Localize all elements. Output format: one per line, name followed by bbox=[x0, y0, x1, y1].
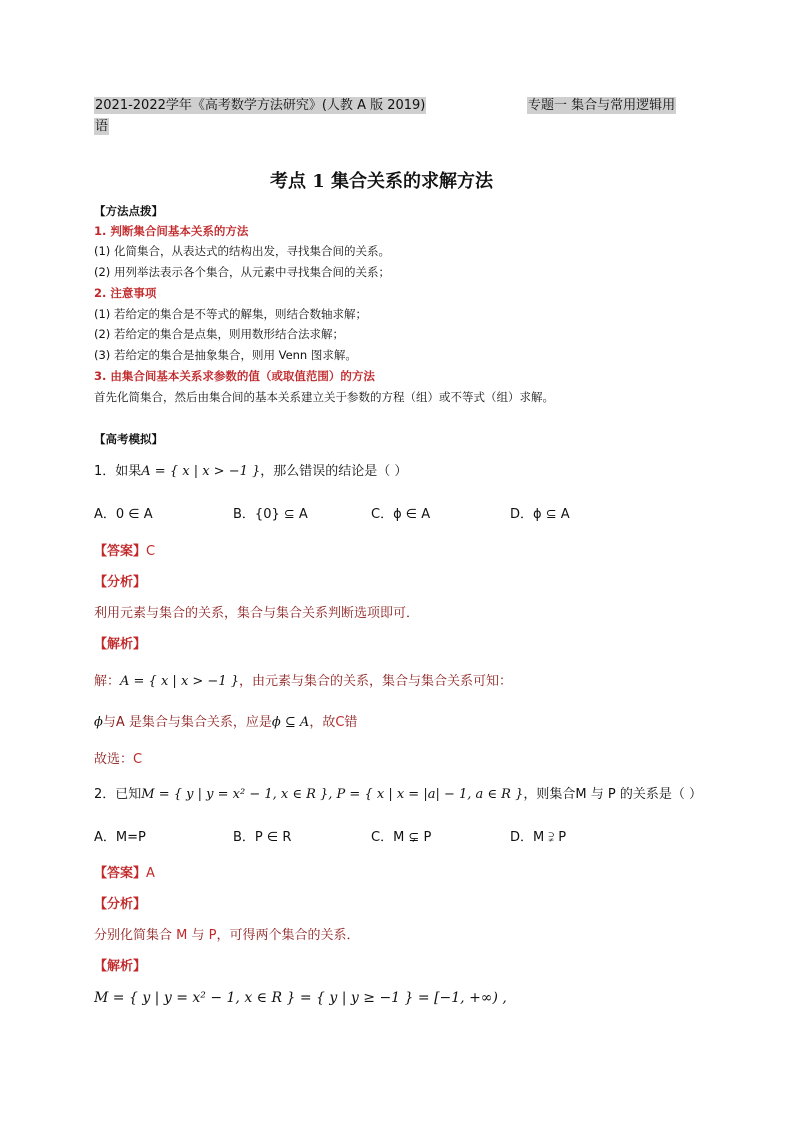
method-label: 【方法点拨】 bbox=[94, 204, 163, 218]
method-s1-title: 1. 判断集合间基本关系的方法 bbox=[94, 224, 249, 238]
q1-solution-label: 【解析】 bbox=[94, 637, 147, 652]
q1-option-d: D．ϕ ⊆ A bbox=[510, 507, 570, 522]
method-s2-title: 2. 注意事项 bbox=[94, 286, 157, 300]
header-right: 专题一 集合与常用逻辑用 bbox=[528, 98, 676, 113]
header-left: 2021-2022学年《高考数学方法研究》(人教 A 版 2019) bbox=[95, 98, 426, 113]
q1-stem: 1．如果A = { x | x > −1 }，那么错误的结论是（ ） bbox=[94, 464, 408, 479]
q1-analysis-text: 利用元素与集合的关系，集合与集合关系判断选项即可． bbox=[94, 606, 420, 621]
q2-answer: 【答案】A bbox=[94, 866, 155, 881]
page-title: 考点 1 集合关系的求解方法 bbox=[270, 171, 494, 192]
method-s1-l2: (2) 用列举法表示各个集合，从元素中寻找集合间的关系； bbox=[94, 265, 390, 279]
q2-sets: M = { y | y = x² − 1, x ∈ R }, P = { x | x = |a| − 1, a ∈ R } bbox=[141, 787, 524, 802]
q1-solution-l2: ϕ与A 是集合与集合关系，应是ϕ ⊆ A，故C错 bbox=[94, 715, 358, 730]
q1-set-a: A = { x | x > −1 } bbox=[141, 464, 261, 479]
method-s2-l1: (1) 若给定的集合是不等式的解集，则结合数轴求解； bbox=[94, 307, 367, 321]
q1-option-b: B．{0} ⊆ A bbox=[233, 507, 308, 522]
mock-label: 【高考模拟】 bbox=[94, 432, 163, 446]
method-s2-l2: (2) 若给定的集合是点集，则用数形结合法求解； bbox=[94, 327, 344, 341]
q2-stem: 2．已知M = { y | y = x² − 1, x ∈ R }, P = { x | x = |a| − 1, a ∈ R }，则集合M 与 P 的关系是（ ） bbox=[94, 787, 702, 802]
q1-option-a: A．0 ∈ A bbox=[94, 507, 153, 522]
q2-option-d: D．M ⫌ P bbox=[510, 830, 567, 845]
q1-answer: 【答案】C bbox=[94, 544, 156, 559]
q2-analysis-label: 【分析】 bbox=[94, 897, 147, 912]
method-s2-l3: (3) 若给定的集合是抽象集合，则用 Venn 图求解。 bbox=[94, 348, 357, 362]
method-s3-l1: 首先化简集合，然后由集合间的基本关系建立关于参数的方程（组）或不等式（组）求解。 bbox=[94, 390, 554, 404]
method-s1-l1: (1) 化简集合，从表达式的结构出发，寻找集合间的关系。 bbox=[94, 244, 390, 258]
header-wrap: 语 bbox=[95, 119, 109, 134]
q1-solution-l1: 解：A = { x | x > −1 }，由元素与集合的关系，集合与集合关系可知： bbox=[94, 674, 513, 689]
q2-option-c: C．M ⊊ P bbox=[371, 830, 432, 845]
q2-option-b: B．P ∈ R bbox=[233, 830, 292, 845]
q2-solution-l1: M = { y | y = x² − 1, x ∈ R } = { y | y ≥ −1 } = [−1, +∞) , bbox=[94, 990, 507, 1006]
q2-option-a: A．M=P bbox=[94, 830, 146, 845]
method-s3-title: 3. 由集合间基本关系求参数的值（或取值范围）的方法 bbox=[94, 369, 375, 383]
q2-analysis-text: 分别化简集合 M 与 P，可得两个集合的关系． bbox=[94, 928, 360, 943]
q2-solution-label: 【解析】 bbox=[94, 959, 147, 974]
q1-solution-l3: 故选：C bbox=[94, 752, 143, 767]
q1-analysis-label: 【分析】 bbox=[94, 575, 147, 590]
q1-option-c: C．ϕ ∈ A bbox=[371, 507, 431, 522]
